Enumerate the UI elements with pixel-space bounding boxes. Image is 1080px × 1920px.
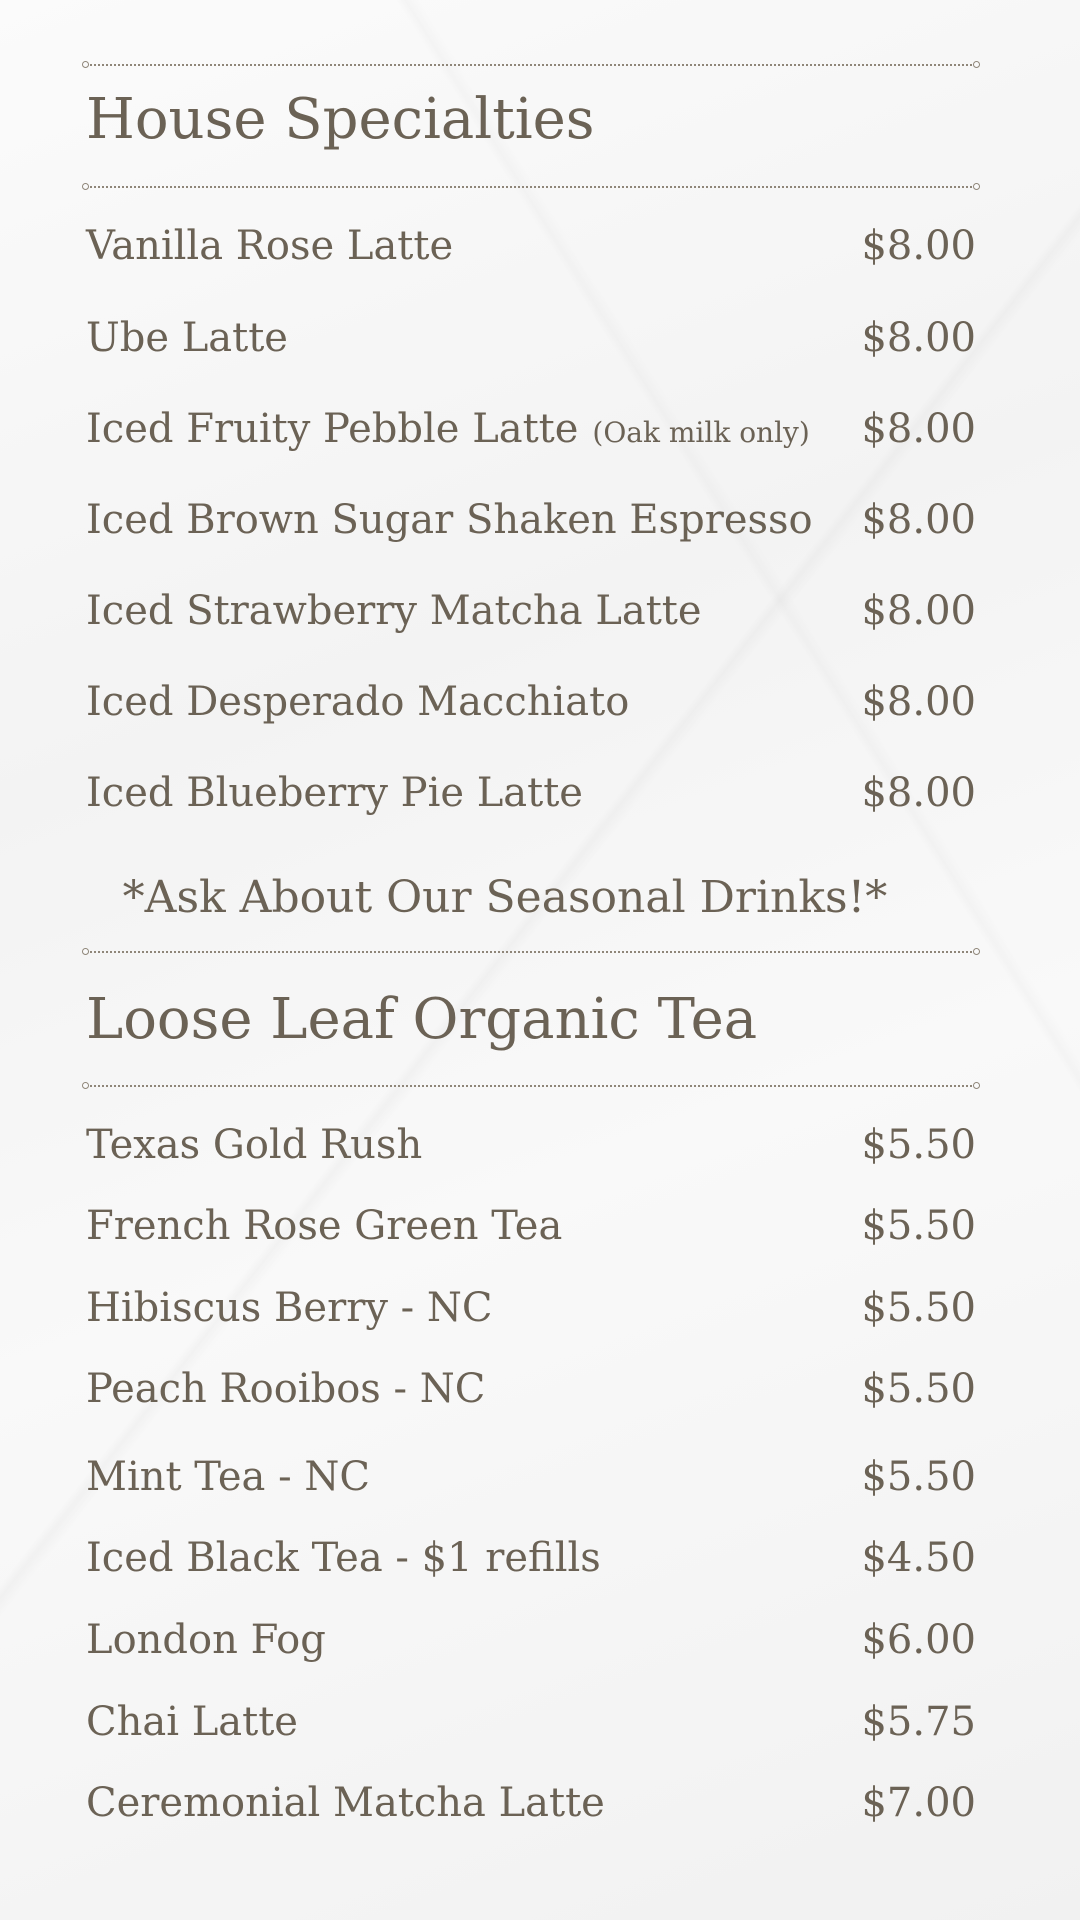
menu-item-iced-fruity-pebble-latte xyxy=(86,403,976,455)
item-price: $6.00 xyxy=(861,1617,976,1663)
menu-item-peach-rooibos xyxy=(86,1363,976,1415)
item-name: Iced Fruity Pebble Latte xyxy=(86,406,579,452)
item-name: Chai Latte xyxy=(86,1699,298,1745)
house-specialties-divider xyxy=(86,186,976,188)
menu-item-ceremonial-matcha-latte xyxy=(86,1777,976,1829)
item-name: Iced Brown Sugar Shaken Espresso xyxy=(86,497,813,543)
item-name: Ube Latte xyxy=(86,315,288,361)
item-name: Iced Strawberry Matcha Latte xyxy=(86,588,702,634)
item-name: Mint Tea - NC xyxy=(86,1454,370,1500)
item-price: $5.50 xyxy=(861,1366,976,1412)
item-price: $5.50 xyxy=(861,1454,976,1500)
item-name-group xyxy=(86,406,810,452)
menu-item-hibiscus-berry xyxy=(86,1282,976,1334)
item-price: $8.00 xyxy=(861,497,976,543)
item-name: Peach Rooibos - NC xyxy=(86,1366,486,1412)
item-name: Ceremonial Matcha Latte xyxy=(86,1780,605,1826)
item-price: $7.00 xyxy=(861,1780,976,1826)
item-name: Texas Gold Rush xyxy=(86,1122,423,1168)
item-name: London Fog xyxy=(86,1617,326,1663)
section-title-loose-leaf-organic-tea: Loose Leaf Organic Tea xyxy=(86,987,758,1052)
item-name: French Rose Green Tea xyxy=(86,1203,563,1249)
item-price: $8.00 xyxy=(861,223,976,269)
seasonal-drinks-note: *Ask About Our Seasonal Drinks!* xyxy=(122,872,888,923)
item-price: $4.50 xyxy=(861,1535,976,1581)
item-price: $5.50 xyxy=(861,1285,976,1331)
menu-item-ube-latte xyxy=(86,312,976,364)
menu-item-iced-blueberry-pie-latte xyxy=(86,767,976,819)
item-name: Iced Blueberry Pie Latte xyxy=(86,770,583,816)
menu-item-mint-tea xyxy=(86,1451,976,1503)
menu-item-chai-latte xyxy=(86,1696,976,1748)
tea-top-divider xyxy=(86,951,976,953)
item-name: Iced Black Tea - $1 refills xyxy=(86,1535,601,1581)
menu-item-iced-black-tea xyxy=(86,1532,976,1584)
menu-item-iced-strawberry-matcha-latte xyxy=(86,585,976,637)
menu-item-vanilla-rose-latte xyxy=(86,220,976,272)
menu-item-london-fog xyxy=(86,1614,976,1666)
item-price: $5.50 xyxy=(861,1203,976,1249)
menu-item-iced-brown-sugar-shaken-espresso xyxy=(86,494,976,546)
item-price: $8.00 xyxy=(861,406,976,452)
item-name: Vanilla Rose Latte xyxy=(86,223,454,269)
menu-item-iced-desperado-macchiato xyxy=(86,676,976,728)
tea-divider xyxy=(86,1085,976,1087)
menu-item-texas-gold-rush xyxy=(86,1119,976,1171)
item-note: (Oak milk only) xyxy=(592,416,810,449)
item-price: $5.50 xyxy=(861,1122,976,1168)
menu-item-french-rose-green-tea xyxy=(86,1200,976,1252)
item-price: $5.75 xyxy=(861,1699,976,1745)
item-name: Hibiscus Berry - NC xyxy=(86,1285,493,1331)
item-price: $8.00 xyxy=(861,770,976,816)
item-price: $8.00 xyxy=(861,315,976,361)
top-divider xyxy=(86,64,976,66)
section-title-house-specialties: House Specialties xyxy=(86,87,595,152)
item-price: $8.00 xyxy=(861,679,976,725)
item-name: Iced Desperado Macchiato xyxy=(86,679,630,725)
item-price: $8.00 xyxy=(861,588,976,634)
